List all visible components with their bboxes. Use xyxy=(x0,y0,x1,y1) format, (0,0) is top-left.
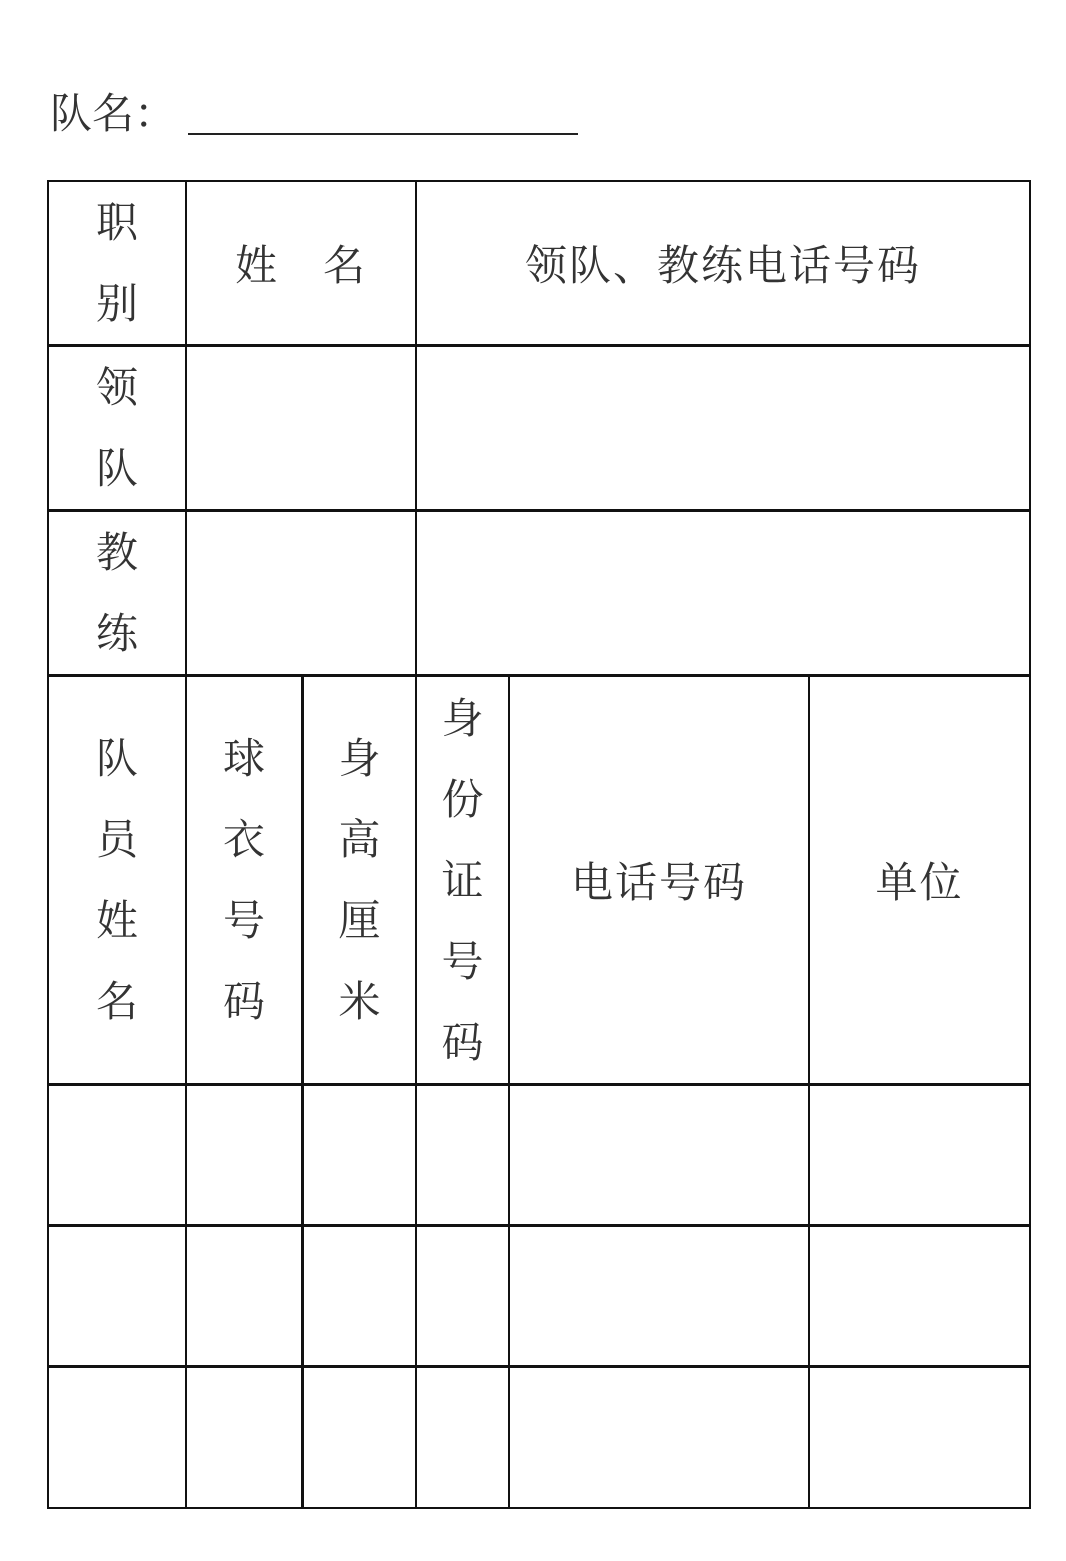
player-name-cell[interactable] xyxy=(47,1225,187,1367)
vertical-char: 姓 xyxy=(95,896,138,945)
player-height-cell[interactable] xyxy=(302,1225,417,1367)
header-role xyxy=(47,180,187,346)
coach-phone-cell[interactable] xyxy=(415,510,1031,676)
vertical-char: 码 xyxy=(222,977,265,1026)
team-name-label: 队名： xyxy=(50,89,177,138)
header-id xyxy=(415,675,510,1085)
player-unit-cell[interactable] xyxy=(808,1084,1031,1226)
header-player-name xyxy=(47,675,187,1085)
player-jersey-cell[interactable] xyxy=(185,1366,303,1509)
player-id-cell[interactable] xyxy=(415,1084,510,1226)
header-player-name-text xyxy=(96,718,138,1042)
vertical-char: 队 xyxy=(95,734,138,783)
header-jersey xyxy=(185,675,303,1085)
player-name-cell[interactable] xyxy=(47,1366,187,1509)
vertical-char: 球 xyxy=(222,734,265,783)
vertical-char: 教 xyxy=(95,528,138,577)
vertical-char: 练 xyxy=(95,609,138,658)
header-staff-phone xyxy=(415,180,1031,346)
player-name-cell[interactable] xyxy=(47,1084,187,1226)
vertical-char: 身 xyxy=(338,734,381,783)
header-role-text xyxy=(96,182,138,344)
player-id-cell[interactable] xyxy=(415,1366,510,1509)
vertical-char: 队 xyxy=(95,444,138,493)
player-id-cell[interactable] xyxy=(415,1225,510,1367)
player-height-cell[interactable] xyxy=(302,1366,417,1509)
header-id-text xyxy=(441,678,483,1083)
vertical-char: 证 xyxy=(441,855,484,905)
leader-name-cell[interactable] xyxy=(185,345,417,511)
vertical-char: 码 xyxy=(441,1017,484,1067)
player-jersey-cell[interactable] xyxy=(185,1084,303,1226)
vertical-char: 衣 xyxy=(222,815,265,864)
vertical-char: 厘 xyxy=(338,896,381,945)
header-name xyxy=(185,180,417,346)
header-height-text xyxy=(338,718,380,1042)
header-player-phone xyxy=(508,675,810,1085)
staff-role-coach xyxy=(47,510,187,676)
vertical-char: 身 xyxy=(441,693,484,743)
header-name-text: 姓 名 xyxy=(234,241,367,290)
player-height-cell[interactable] xyxy=(302,1084,417,1226)
registration-table xyxy=(48,181,1032,1510)
vertical-char: 名 xyxy=(95,977,138,1026)
header-player-phone-text: 电话号码 xyxy=(570,858,747,907)
vertical-char: 号 xyxy=(222,896,265,945)
player-phone-cell[interactable] xyxy=(508,1225,810,1367)
vertical-char: 别 xyxy=(95,279,138,328)
vertical-char: 份 xyxy=(441,774,484,824)
player-unit-cell[interactable] xyxy=(808,1225,1031,1367)
staff-role-leader-text xyxy=(96,347,138,509)
vertical-char: 领 xyxy=(95,363,138,412)
staff-role-coach-text xyxy=(96,512,138,674)
staff-role-leader xyxy=(47,345,187,511)
header-height xyxy=(302,675,417,1085)
header-unit xyxy=(808,675,1031,1085)
vertical-char: 职 xyxy=(95,198,138,247)
header-jersey-text xyxy=(223,718,265,1042)
player-unit-cell[interactable] xyxy=(808,1366,1031,1509)
player-jersey-cell[interactable] xyxy=(185,1225,303,1367)
player-phone-cell[interactable] xyxy=(508,1084,810,1226)
header-staff-phone-text: 领队、教练电话号码 xyxy=(524,241,921,290)
vertical-char: 号 xyxy=(441,936,484,986)
leader-phone-cell[interactable] xyxy=(415,345,1031,511)
header-unit-text: 单位 xyxy=(875,858,964,907)
vertical-char: 米 xyxy=(338,977,381,1026)
player-phone-cell[interactable] xyxy=(508,1366,810,1509)
coach-name-cell[interactable] xyxy=(185,510,417,676)
team-name-field[interactable] xyxy=(188,133,578,135)
vertical-char: 员 xyxy=(95,815,138,864)
vertical-char: 高 xyxy=(338,815,381,864)
